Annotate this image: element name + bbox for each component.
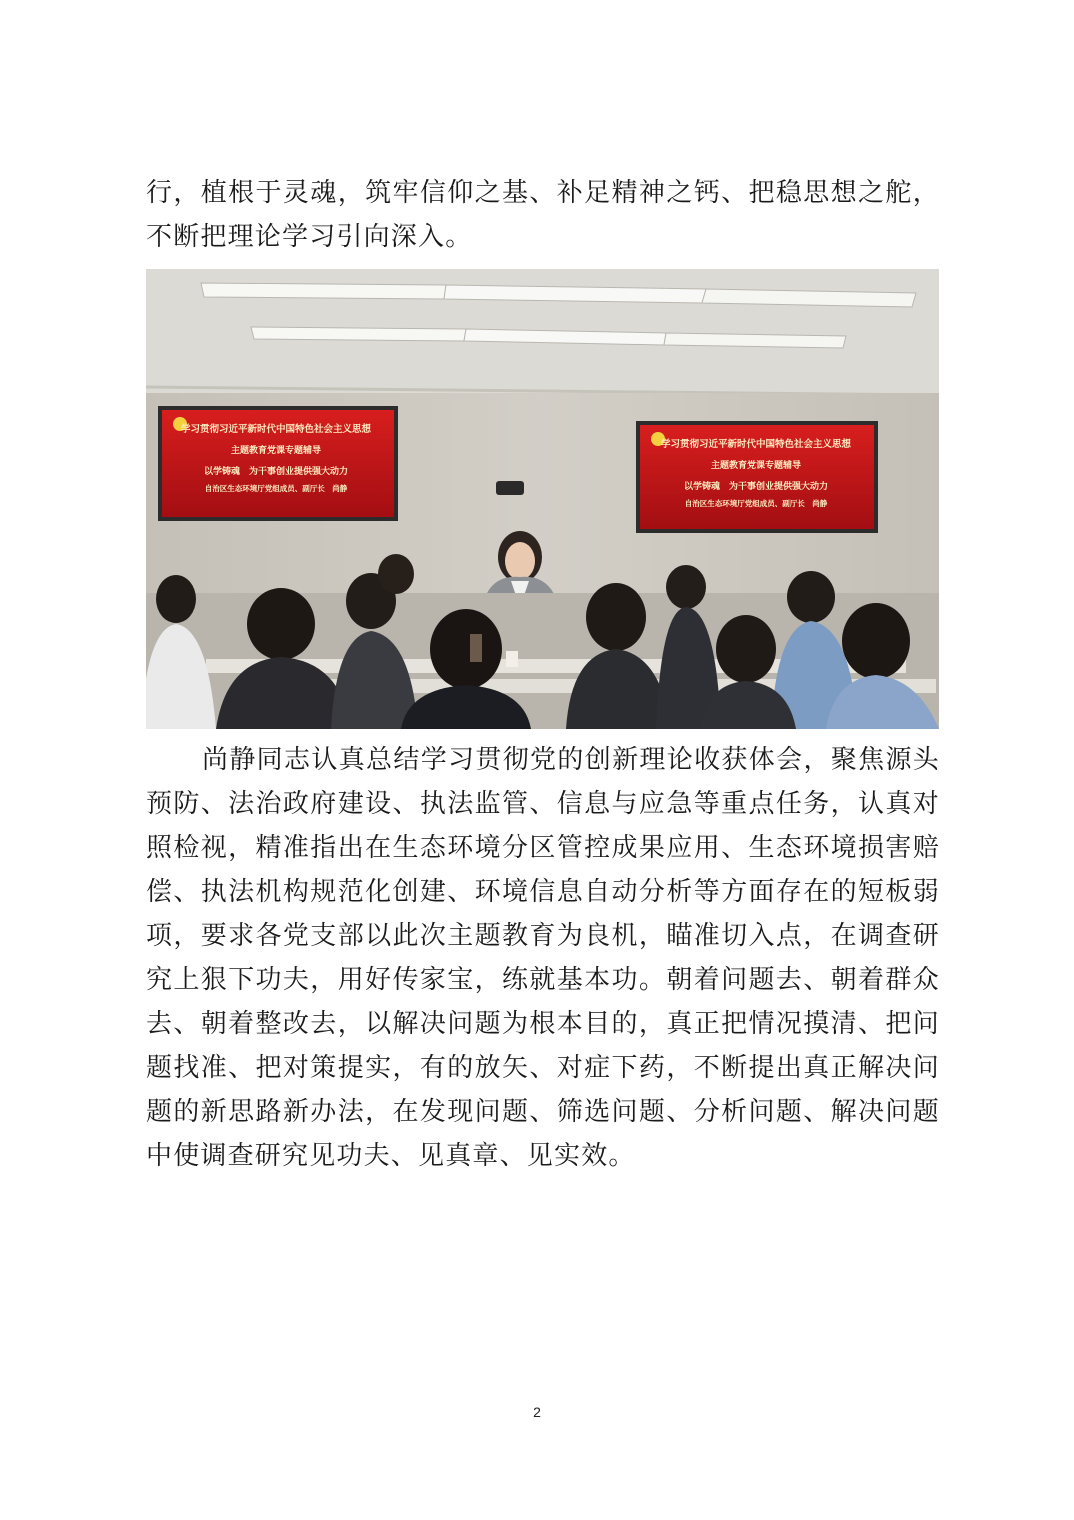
svg-text:学习贯彻习近平新时代中国特色社会主义思想: 学习贯彻习近平新时代中国特色社会主义思想 [660,439,852,450]
page-number: 2 [533,1404,541,1420]
svg-text:主题教育党课专题辅导: 主题教育党课专题辅导 [230,446,322,456]
left-screen [158,406,398,521]
paragraph-2: 尚静同志认真总结学习贯彻党的创新理论收获体会，聚焦源头预防、法治政府建设、执法监管、信息与应急等重点任务，认真对照检视，精准指出在生态环境分区管控成果应用、生态环境损害赔偿、执法机构规范化创建、环境信息自动分析等方面存在的短板弱项，要求各党支部以此次主题教育为良机，瞄准切入点，在调查研究上狠下功夫，用好传家宝，练就基本功。朝着问题去、朝着群众去、朝着整改去，以解决问题为根本目的，真正把情况摸清、把问题找准、把对策提实，有的放矢、对症下药，不断提出真正解决问题的新思路新办法，在发现问题、筛选问题、分析问题、解决问题中使调查研究见功夫、见真章、见实效。 [146,745,940,1171]
right-screen [636,421,878,533]
camera-icon [496,481,524,495]
thermos-cup [470,634,482,662]
svg-text:以学铸魂 为干事创业提供强大动力: 以学铸魂 为干事创业提供强大动力 [203,467,349,477]
left-screen-title: 学习贯彻习近平新时代中国特色社会主义思想 [180,424,372,435]
paper-cup [506,651,518,667]
svg-text:自治区生态环境厅党组成员、副厅长 尚静: 自治区生态环境厅党组成员、副厅长 尚静 [684,499,828,508]
paragraph-1: 行，植根于灵魂，筑牢信仰之基、补足精神之钙、把稳思想之舵，不断把理论学习引向深入。 [146,178,940,252]
svg-text:以学铸魂 为干事创业提供强大动力: 以学铸魂 为干事创业提供强大动力 [683,482,829,492]
meeting-photo [146,269,939,729]
svg-text:主题教育党课专题辅导: 主题教育党课专题辅导 [710,461,802,471]
svg-text:自治区生态环境厅党组成员、副厅长 尚静: 自治区生态环境厅党组成员、副厅长 尚静 [204,484,348,493]
